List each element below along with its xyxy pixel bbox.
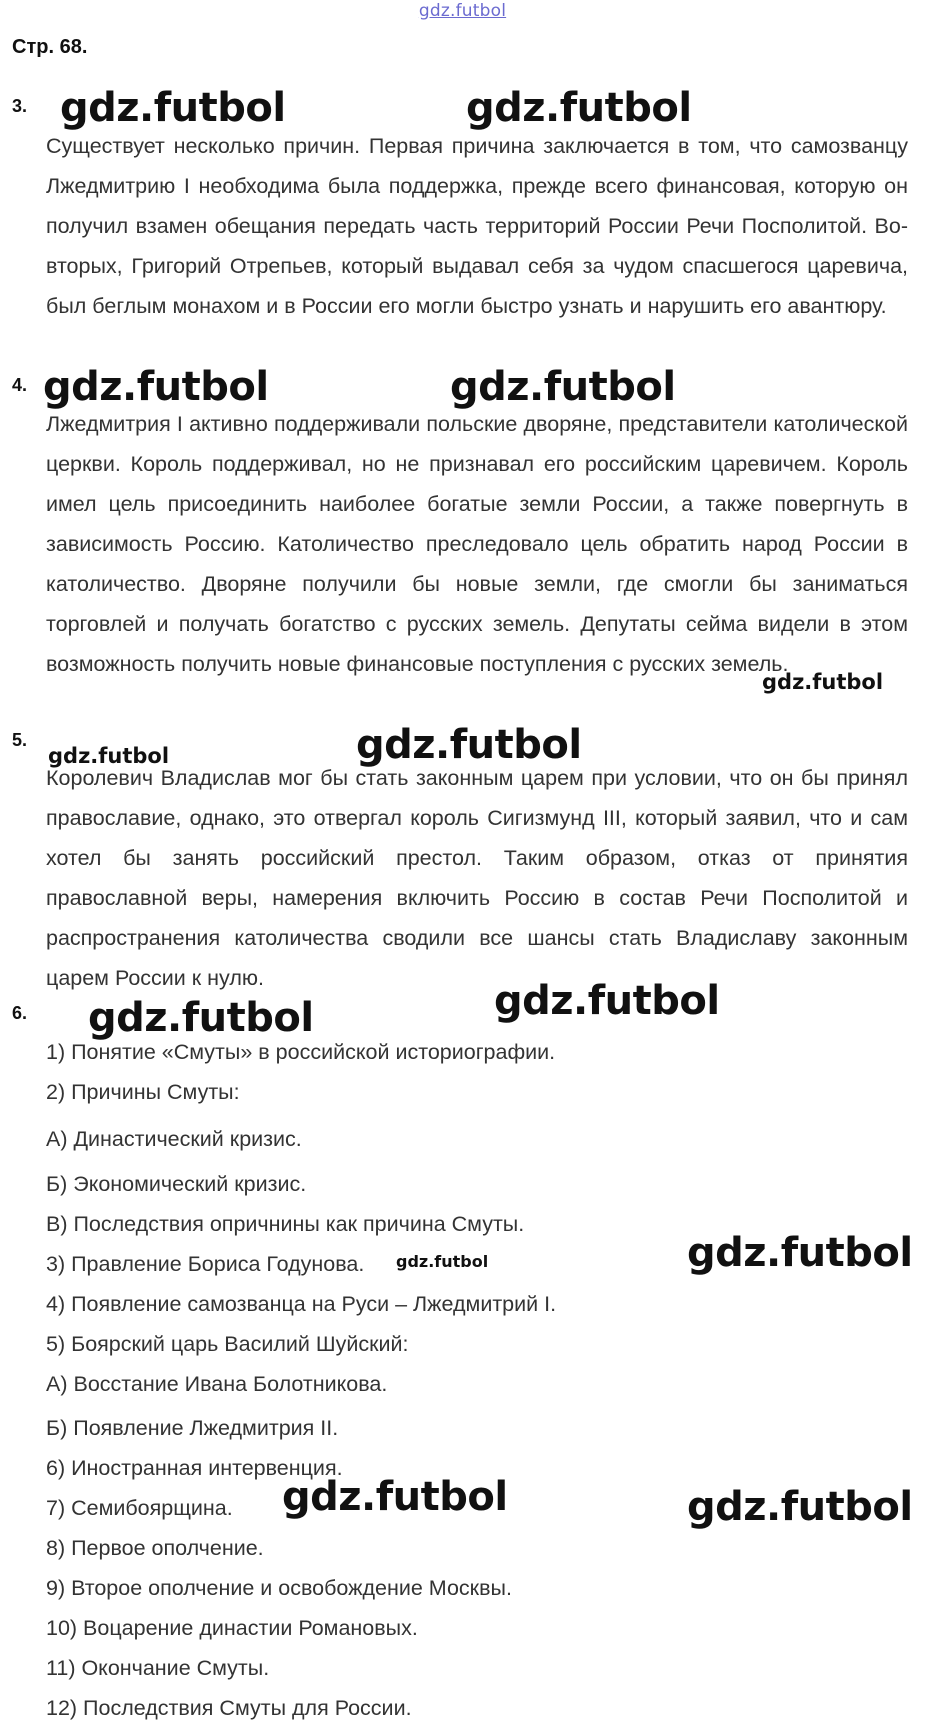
task-number-4: 4.	[12, 375, 28, 395]
watermark: gdz.futbol	[282, 1474, 508, 1520]
task-4-answer: Лжедмитрия I активно поддерживали польские дворяне, представители католической церкви. Король поддерживал, но не признавал его российским царевичем. Король имел цель присоединить наиболее богатые земли России, а также повергнуть в зависимость Россию. Католичество преследовало цель обратить народ России в католичество. Дворяне получили бы новые земли, где смогли бы заниматься торговлей и получать богатство с русских земель. Депутаты сейма видели в этом возможность получить новые финансовые поступления с русских земель.	[46, 412, 908, 676]
task-number-6: 6.	[12, 1003, 28, 1023]
watermark: gdz.futbol	[356, 722, 582, 768]
task-3-answer: Существует несколько причин. Первая причина заключается в том, что самозванцу Лжедмитрию I необходима была поддержка, прежде всего финансовая, которую он получил взамен обещания передать часть территорий России Речи Посполитой. Во-вторых, Григорий Отрепьев, который выдавал себя за чудом спасшегося царевича, был беглым монахом и в России его могли быстро узнать и нарушить его авантюру.	[46, 134, 908, 318]
outline-item: Б) Экономический кризис.	[46, 1172, 307, 1196]
watermark: gdz.futbol	[494, 978, 720, 1024]
outline-item: 1) Понятие «Смуты» в российской историографии.	[46, 1040, 556, 1064]
watermark: gdz.futbol	[687, 1484, 913, 1530]
outline-item: 8) Первое ополчение.	[46, 1536, 264, 1560]
task-number-3: 3.	[12, 96, 28, 116]
outline-item: 11) Окончание Смуты.	[46, 1656, 270, 1680]
outline-item: 5) Боярский царь Василий Шуйский:	[46, 1332, 409, 1356]
outline-item: Б) Появление Лжедмитрия II.	[46, 1416, 339, 1440]
watermark: gdz.futbol	[396, 1252, 489, 1271]
outline-item: 10) Воцарение династии Романовых.	[46, 1616, 418, 1640]
watermark: gdz.futbol	[762, 670, 884, 694]
watermark: gdz.futbol	[43, 364, 269, 410]
watermark: gdz.futbol	[466, 85, 692, 131]
task-number-5: 5.	[12, 730, 28, 750]
task-5-answer: Королевич Владислав мог бы стать законным царем при условии, что он бы принял православие, однако, это отвергал король Сигизмунд III, который заявил, что и сам хотел бы занять российский престол. Таким образом, отказ от принятия православной веры, намерения включить Россию в состав Речи Посполитой и распространения католичества сводили все шансы стать Владиславу законным царем России к нулю.	[46, 766, 908, 990]
watermark: gdz.futbol	[88, 995, 314, 1041]
outline-item: А) Восстание Ивана Болотникова.	[46, 1372, 388, 1396]
header-link[interactable]: gdz.futbol	[418, 1, 507, 21]
outline-item: А) Династический кризис.	[46, 1127, 302, 1151]
outline-item: 12) Последствия Смуты для России.	[46, 1696, 412, 1720]
watermark: gdz.futbol	[687, 1230, 913, 1276]
outline-item: В) Последствия опричнины как причина Смуты.	[46, 1212, 525, 1236]
page-title: Стр. 68.	[12, 36, 88, 58]
outline-item: 7) Семибоярщина.	[46, 1496, 233, 1520]
outline-item: 9) Второе ополчение и освобождение Москвы.	[46, 1576, 512, 1600]
outline-item: 6) Иностранная интервенция.	[46, 1456, 343, 1480]
watermark: gdz.futbol	[48, 744, 170, 768]
watermark: gdz.futbol	[60, 85, 286, 131]
outline-item: 4) Появление самозванца на Руси – Лжедмитрий I.	[46, 1292, 557, 1316]
watermark: gdz.futbol	[450, 364, 676, 410]
outline-item: 2) Причины Смуты:	[46, 1080, 240, 1104]
outline-item: 3) Правление Бориса Годунова.	[46, 1252, 365, 1276]
